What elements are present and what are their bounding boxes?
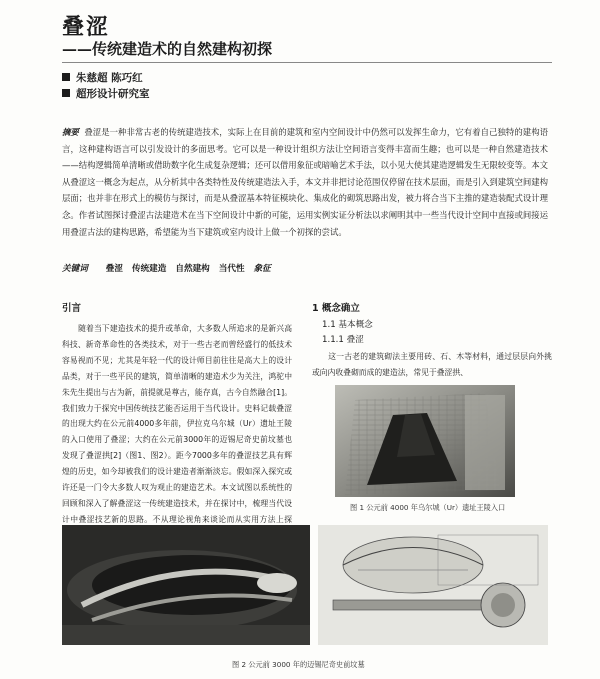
keyword: 当代性 bbox=[218, 264, 245, 274]
section1-paragraph: 这一古老的建筑砌法主要用砖、石、木等材料，通过层层向外挑或向内收叠砌而成的建造法，常见于叠涩拱、 bbox=[312, 352, 552, 377]
figure-1-caption: 图 1 公元前 4000 年乌尔城（Ur）遗址王陵入口 bbox=[350, 503, 506, 512]
abstract-text: 叠涩是一种非常古老的传统建造技术，实际上在目前的建筑和室内空间设计中仍然可以发挥生命力，它有着自己独特的建构语言，这种建构语言可以引发设计的多面思考。它可以是一种设计组织方法让空间语言变得丰富而生趣；也可以是一种自然建造技术——结构逻辑简单清晰或借助数字化生成复杂逻辑；还可以借用象征或暗喻艺术手法，以小见大使其建造逻辑发生无限较变等。本文从叠涩这一概念为起点，从分析其中各类特性及传统建造法入手，本文并非把讨论范围仅停留在技术层面，而是引入到建筑空间建构层面；也并非在形式上的模仿与探讨，而是从叠涩基本特征模块化、集成化的砌筑思路出发，被力将合当下主推的建造装配式设计理念。作者试图探讨叠涩古法建造术在当下空间设计中新的可能，运用实例实证分析法以求阐明其中一些当代设计空间中直接或间接运用叠涩古法的建构思路，希望能为当下建筑或室内设计上做一个初探的尝试。 bbox=[62, 127, 549, 237]
keyword: 叠涩 bbox=[105, 264, 123, 274]
bullet-square-icon bbox=[62, 89, 70, 97]
keyword: 自然建构 bbox=[175, 264, 210, 274]
figure-2-caption: 图 2 公元前 3000 年的迈锡尼奇史前坟墓 bbox=[232, 660, 365, 669]
figure-2-photo bbox=[62, 525, 310, 645]
figure-2-drawing bbox=[318, 525, 548, 645]
abstract bbox=[62, 124, 548, 240]
section1-heading: 1 概念确立 bbox=[312, 303, 360, 314]
keyword: 象征 bbox=[253, 264, 271, 274]
title-rule bbox=[62, 62, 552, 63]
section1-text bbox=[312, 349, 552, 381]
institution: 超形设计研究室 bbox=[76, 88, 150, 100]
keywords bbox=[62, 262, 271, 274]
keywords-label: 关键词 bbox=[62, 264, 88, 274]
intro-paragraph: 随着当下建造技术的提升或革命，大多数人所追求的是新兴高科技、新奇革命性的各类技术，对于一些古老而曾经盛行的低技术容易视而不见；尤其是年轻一代的设计师目前往往是高大上的设计品类，对于一些平民的建筑，简单清晰的建造术少为关注，鸿驼中朱先生提出与古为新，前提就是尊古，能存真，古今自然融合[1]。我们致力于探究中国传统技艺能否运用于当代设计。史料记载叠涩的出现大约在公元前4000多年前，伊拉克乌尔城（Ur）遗址王陵的入口使用了叠涩；大约在公元前3000年的迈锡尼奇史前坟墓也发现了叠涩拱[2]（图1、图2）。距今7000多年的叠涩技艺具有辉煌的历史，如今却被我们的设计建造者渐渐淡忘。假如深入探究或许还是一门令大多数人叹为观止的建造艺术。本文试图以系统性的回顾和深入了解叠涩这一传统建造技术，并在探讨中，梳理当代设计中叠涩技艺新的思路。不从理论视角来谈论而从实用方法上探 bbox=[62, 324, 292, 524]
page-subtitle: ——传统建造术的自然建构初探 bbox=[62, 40, 273, 58]
authors: 朱慈超 陈巧红 bbox=[76, 72, 143, 84]
section1-sub2: 1.1.1 叠涩 bbox=[322, 335, 364, 345]
keyword: 传统建造 bbox=[131, 264, 167, 274]
abstract-label: 摘要 bbox=[62, 127, 79, 137]
intro-text bbox=[62, 321, 292, 544]
bullet-square-icon bbox=[62, 73, 70, 81]
page-title: 叠涩 bbox=[62, 14, 111, 40]
section1-sub1: 1.1 基本概念 bbox=[322, 320, 373, 330]
authors-line bbox=[62, 70, 143, 85]
institution-line bbox=[62, 86, 150, 101]
figure-1-image bbox=[335, 385, 515, 497]
intro-heading: 引言 bbox=[62, 303, 82, 314]
